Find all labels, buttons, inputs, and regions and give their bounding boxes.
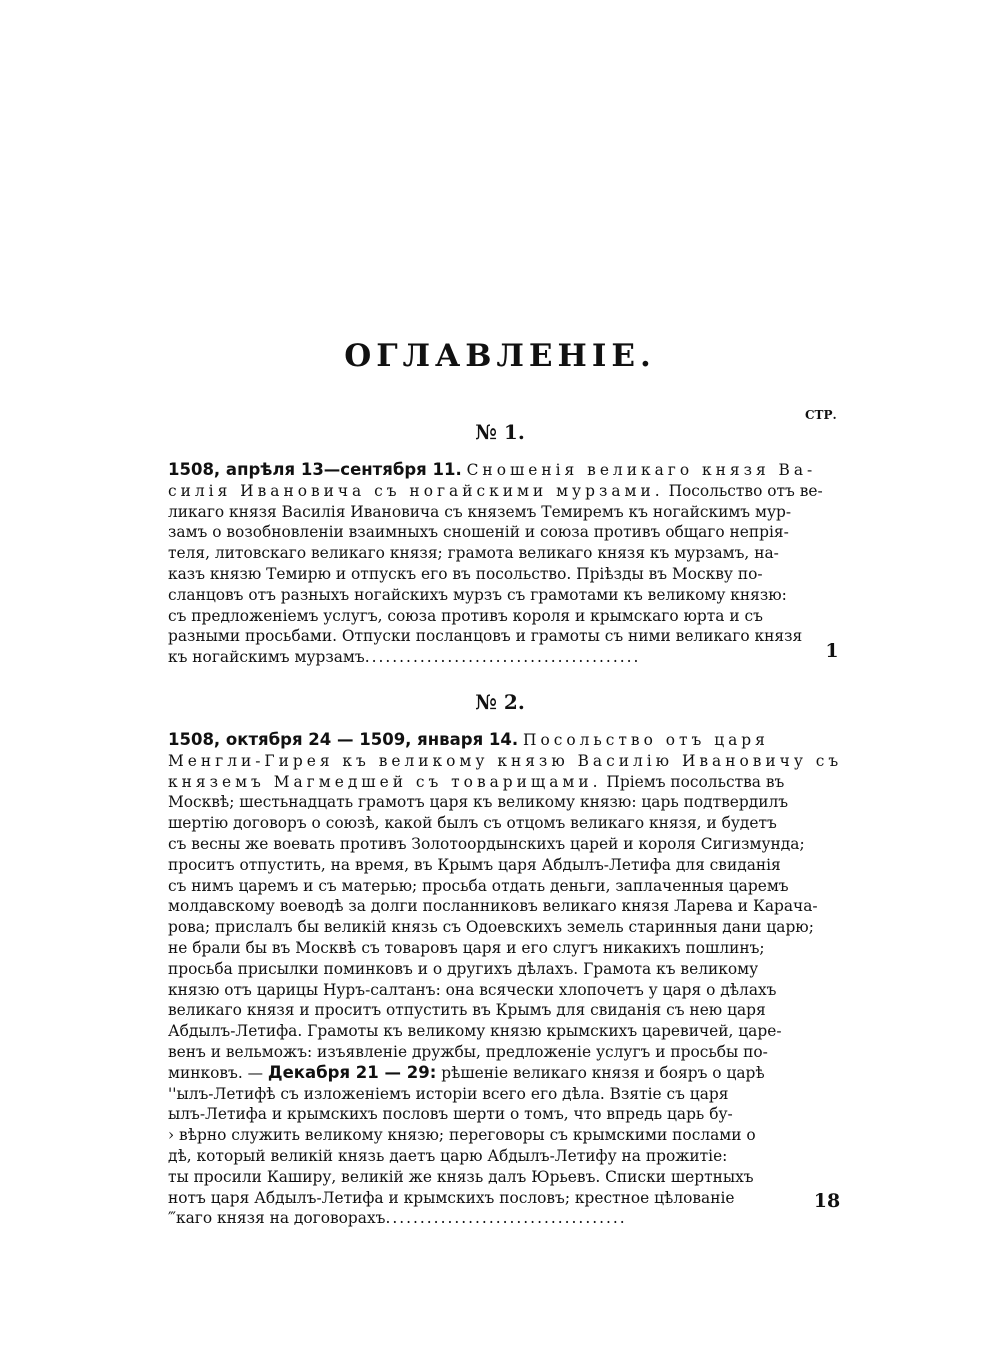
entry-line (168, 1042, 796, 1063)
page-column-label: СТР. (805, 408, 837, 422)
dot-leader: ................................... (385, 1209, 627, 1228)
entry-line (168, 772, 796, 793)
entry-line (168, 980, 796, 1001)
entry-line (168, 1208, 796, 1229)
line-text: ты просили Каширу, великій же князь далъ Юрьевъ. Списки шертныхъ (168, 1167, 754, 1186)
line-text: рѣшеніе великаго князя и бояръ о царѣ (441, 1063, 765, 1082)
line-text: › вѣрно служить великому князю; переговоры съ крымскими послами о (168, 1126, 756, 1145)
entry-text (168, 460, 823, 668)
line-text: сланцовъ отъ разныхъ ногайскихъ мурзъ съ грамотами къ великому князю: (168, 585, 787, 604)
entry-line (168, 481, 823, 502)
entry-line (168, 502, 796, 523)
entry-line (168, 1084, 796, 1105)
entry-line (168, 606, 796, 627)
line-text: минковъ. — (168, 1063, 264, 1082)
line-text: рова; прислалъ бы великій князь съ Одоевскихъ земель старинныя дани царю; (168, 918, 814, 937)
entry-line (168, 938, 796, 959)
line-text: ''ылъ-Летифѣ съ изложеніемъ исторіи всего его дѣла. Взятіе съ царя (168, 1084, 729, 1103)
entry-line (168, 1146, 796, 1167)
line-text: замъ о возобновленіи взаимныхъ сношеній и союза противъ общаго непрія- (168, 523, 789, 542)
entry-line (168, 1125, 796, 1146)
line-spaced: Менгли-Гирея къ великому князю Василію Ивановичу съ (168, 751, 843, 770)
line-text: Москвѣ; шестьнадцать грамотъ царя къ великому князю: царь подтвердилъ (168, 793, 789, 812)
line-text: князю отъ царицы Нуръ-салтанъ: она всячески хлопочетъ у царя о дѣлахъ (168, 980, 777, 999)
line-text: казъ князю Темирю и отпускъ его въ посольство. Пріѣзды въ Москву по- (168, 564, 763, 583)
entry-line (168, 543, 796, 564)
line-text: разными просьбами. Отпуски посланцовъ и грамоты съ ними великаго князя (168, 627, 803, 646)
entry-line (168, 896, 818, 917)
line-text: нотъ царя Абдылъ-Летифа и крымскихъ пословъ; крестное цѣлованіе (168, 1188, 735, 1207)
entry-line (168, 585, 796, 606)
line-text: просьба присылки поминковъ и о другихъ дѣлахъ. Грамота къ великому (168, 959, 759, 978)
line-text: ликаго князя Василія Ивановича съ княземъ Темиремъ къ ногайскимъ мур- (168, 502, 792, 521)
entry-line (168, 855, 796, 876)
entry-line (168, 730, 796, 751)
line-text: ‴каго князя на договорахъ (168, 1209, 386, 1228)
line-text: венъ и вельможъ: изъявленіе дружбы, предложеніе услугъ и просьбы по- (168, 1042, 768, 1061)
entry-line (168, 813, 796, 834)
entry-line (168, 1021, 796, 1042)
line-spaced: Посольство отъ царя (523, 731, 769, 749)
line-text: къ ногайскимъ мурзамъ (168, 648, 365, 667)
entry-line (168, 1104, 796, 1125)
line-spaced: силія Ивановича съ ногайскими мурзами. (168, 481, 664, 500)
line-date: 1508, апрѣля 13—сентября 11. (168, 460, 462, 479)
line-text: съ нимъ царемъ и съ матерью; просьба отдать деньги, заплаченныя царемъ (168, 876, 789, 895)
entry-line (168, 564, 796, 585)
line-text: ылъ-Летифа и крымскихъ пословъ шерти о томъ, что впредь царь бу- (168, 1105, 733, 1124)
line-spaced: княземъ Магмедшей съ товарищами. (168, 772, 602, 791)
line-text: съ весны же воевать противъ Золотоордынскихъ царей и короля Сигизмунда; (168, 834, 805, 853)
line-spaced: Сношенія великаго князя Ва- (466, 461, 817, 479)
toc-title: ОГЛАВЛЕНІЕ. (344, 338, 656, 374)
entry-line (168, 1000, 796, 1021)
line-date: Декабря 21 — 29: (267, 1062, 437, 1082)
entry-line (168, 647, 796, 668)
line-text: Посольство отъ ве- (668, 481, 823, 500)
line-text: съ предложеніемъ услугъ, союза противъ короля и крымскаго юрта и съ (168, 606, 763, 625)
entry-line (168, 1167, 796, 1188)
line-text: шертію договоръ о союзѣ, какой былъ съ отцомъ великаго князя, и будетъ (168, 814, 777, 833)
entry-line (168, 959, 796, 980)
line-text: великаго князя и проситъ отпустить въ Крымъ для свиданія съ нею царя (168, 1001, 766, 1020)
line-date: 1508, октября 24 — 1509, января 14. (168, 730, 519, 749)
entry-page-ref: 18 (813, 1190, 841, 1212)
line-text: дѣ, который великій князь даетъ царю Абдылъ-Летифу на прожитіе: (168, 1146, 728, 1165)
entry-line (168, 1188, 796, 1209)
line-text: не брали бы въ Москвѣ съ товаровъ царя и его слугъ никакихъ пошлинъ; (168, 938, 765, 957)
entry-line (168, 522, 796, 543)
entry-number: № 2. (475, 690, 525, 714)
entry-page-ref: 1 (825, 640, 839, 662)
entry-line (168, 751, 843, 772)
entry-line (168, 917, 814, 938)
line-text: Абдылъ-Летифа. Грамоты къ великому князю крымскихъ царевичей, царе- (168, 1022, 782, 1041)
entry-number: № 1. (475, 420, 525, 444)
dot-leader: ........................................ (364, 648, 641, 667)
entry-line (168, 792, 796, 813)
line-text: Пріемъ посольства въ (606, 772, 785, 791)
line-text: проситъ отпустить, на время, въ Крымъ царя Абдылъ-Летифа для свиданія (168, 855, 781, 874)
entry-line (168, 626, 803, 647)
entry-line (168, 1063, 796, 1084)
line-text: теля, литовскаго великаго князя; грамота великаго князя къ мурзамъ, на- (168, 544, 779, 563)
line-text: молдавскому воеводѣ за долги посланниковъ великаго князя Ларева и Карача- (168, 897, 818, 916)
entry-line (168, 460, 817, 481)
entry-line (168, 834, 805, 855)
entry-line (168, 876, 796, 897)
